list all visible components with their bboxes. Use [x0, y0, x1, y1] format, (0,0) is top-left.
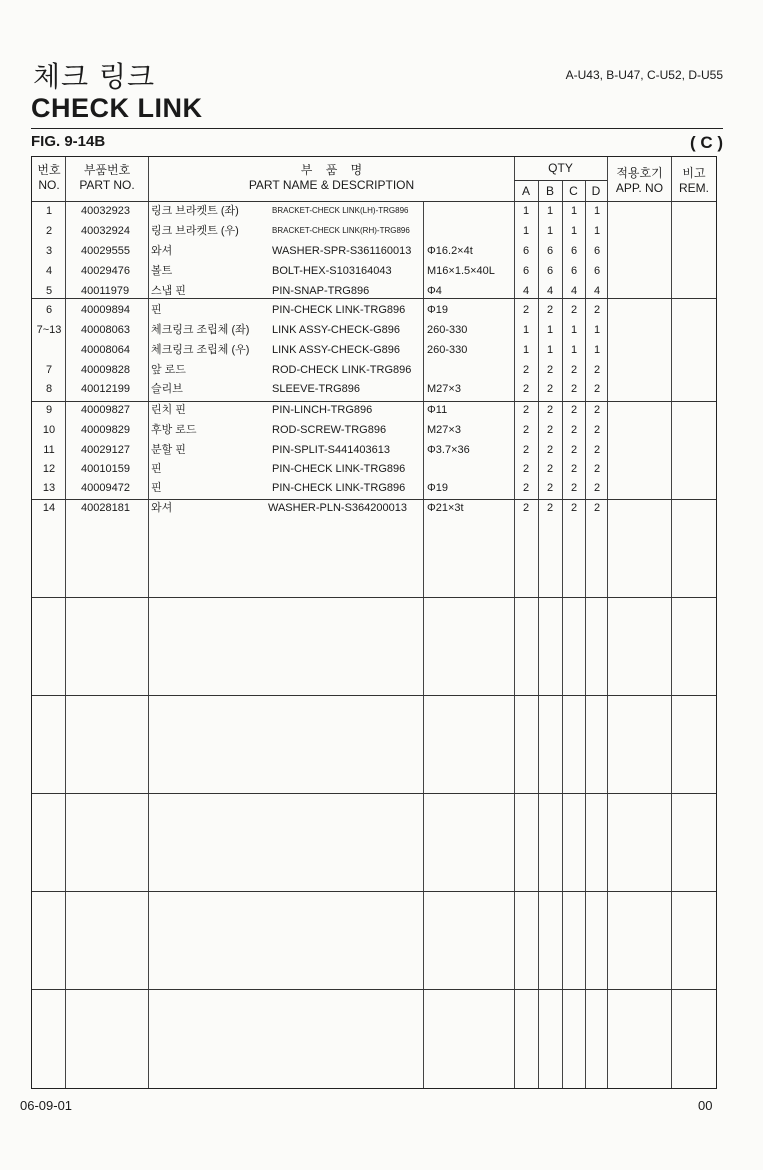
item-number: 14: [42, 502, 56, 514]
qty-b: 2: [546, 383, 554, 395]
part-number: 40008063: [81, 324, 130, 336]
qty-b: 2: [546, 463, 554, 475]
part-number: 40028181: [81, 502, 130, 514]
qty-d: 2: [593, 383, 601, 395]
qty-a: 1: [522, 344, 530, 356]
table-row: [32, 241, 716, 261]
qty-c: 2: [570, 502, 578, 514]
col-header-qty-b: B: [545, 184, 554, 198]
qty-d: 1: [593, 225, 601, 237]
qty-d: 6: [593, 245, 601, 257]
part-description: BRACKET-CHECK LINK(LH)-TRG896: [272, 206, 409, 215]
item-number: 7~13: [36, 324, 62, 336]
figure-number: FIG. 9-14B: [31, 133, 106, 150]
part-spec: Φ19: [427, 304, 449, 316]
part-spec: Φ19: [427, 482, 449, 494]
qty-a: 2: [522, 502, 530, 514]
table-row: [32, 379, 716, 399]
qty-a: 6: [522, 245, 530, 257]
col-header-rem: [672, 166, 716, 196]
part-description: ROD-CHECK LINK-TRG896: [272, 364, 412, 376]
part-name-kr: 린치 핀: [151, 404, 186, 416]
qty-a: 2: [522, 424, 530, 436]
col-header-no-en: NO.: [38, 178, 60, 192]
qty-a: 2: [522, 304, 530, 316]
qty-d: 1: [593, 344, 601, 356]
qty-divider: [514, 180, 607, 181]
qty-b: 2: [546, 404, 554, 416]
part-description: PIN-SNAP-TRG896: [272, 285, 370, 297]
col-header-no: [32, 163, 66, 193]
qty-a: 1: [522, 205, 530, 217]
qty-c: 2: [570, 404, 578, 416]
qty-c: 1: [570, 225, 578, 237]
item-number: 11: [43, 444, 55, 456]
part-number: 40008064: [81, 344, 130, 356]
qty-b: 4: [546, 285, 554, 297]
qty-d: 2: [593, 364, 601, 376]
part-number: 40009472: [81, 482, 130, 494]
qty-b: 2: [546, 482, 554, 494]
qty-b: 1: [546, 225, 554, 237]
item-number: 3: [45, 245, 53, 257]
blank-divider: [32, 597, 716, 598]
table-row: [32, 360, 716, 380]
qty-d: 4: [593, 285, 601, 297]
qty-d: 2: [593, 424, 601, 436]
part-name-kr: 후방 로드: [151, 424, 197, 436]
blank-divider: [32, 891, 716, 892]
qty-c: 6: [570, 265, 578, 277]
part-number: 40029127: [81, 444, 130, 456]
qty-d: 2: [593, 444, 601, 456]
part-name-kr: 와셔: [151, 245, 173, 257]
qty-d: 2: [593, 502, 601, 514]
part-description: PIN-SPLIT-S441403613: [272, 444, 391, 456]
qty-c: 2: [570, 424, 578, 436]
qty-c: 6: [570, 245, 578, 257]
qty-c: 2: [570, 364, 578, 376]
col-header-part-kr: 부품번호: [83, 163, 131, 177]
item-number: 8: [45, 383, 53, 395]
qty-b: 2: [546, 364, 554, 376]
qty-c: 1: [570, 344, 578, 356]
part-number: 40009894: [81, 304, 130, 316]
qty-a: 2: [522, 404, 530, 416]
title-rule: [31, 128, 723, 129]
qty-b: 6: [546, 265, 554, 277]
qty-d: 2: [593, 482, 601, 494]
col-header-name-kr: 부 품 명: [300, 163, 363, 177]
qty-c: 2: [570, 463, 578, 475]
part-spec: M27×3: [427, 383, 461, 395]
page-title-kr: 체크 링크: [33, 60, 156, 93]
part-name-kr: 링크 브라켓트 (우): [151, 225, 239, 237]
part-name-kr: 핀: [151, 463, 162, 475]
part-name-kr: 체크링크 조립체 (우): [151, 344, 250, 356]
part-description: LINK ASSY-CHECK-G896: [272, 324, 400, 336]
qty-a: 1: [522, 324, 530, 336]
part-spec: Φ4: [427, 285, 442, 297]
part-description: ROD-SCREW-TRG896: [272, 424, 387, 436]
qty-d: 6: [593, 265, 601, 277]
part-spec: 260-330: [427, 324, 468, 336]
part-name-kr: 와셔: [151, 502, 173, 514]
table-row: [32, 340, 716, 360]
qty-a: 1: [522, 225, 530, 237]
part-description: BRACKET-CHECK LINK(RH)-TRG896: [272, 226, 410, 235]
model-list: A-U43, B-U47, C-U52, D-U55: [565, 68, 723, 82]
col-header-part: [66, 163, 148, 193]
part-name-kr: 링크 브라켓트 (좌): [151, 205, 239, 217]
part-description: PIN-LINCH-TRG896: [272, 404, 373, 416]
item-number: 1: [45, 205, 53, 217]
part-number: 40009829: [81, 424, 130, 436]
qty-c: 1: [570, 324, 578, 336]
item-number: 5: [45, 285, 53, 297]
qty-b: 1: [546, 205, 554, 217]
part-description: LINK ASSY-CHECK-G896: [272, 344, 400, 356]
part-description: BOLT-HEX-S103164043: [272, 265, 392, 277]
footer-date: 06-09-01: [20, 1098, 73, 1113]
part-name-kr: 슬리브: [151, 383, 183, 395]
table-row: [32, 498, 716, 518]
item-number: 9: [45, 404, 53, 416]
item-number: 10: [42, 424, 56, 436]
qty-d: 2: [593, 304, 601, 316]
part-number: 40009828: [81, 364, 130, 376]
col-header-app: [608, 166, 671, 196]
part-name-kr: 볼트: [151, 265, 173, 277]
part-spec: 260-330: [427, 344, 468, 356]
part-spec: Φ3.7×36: [427, 444, 470, 456]
table-row: [32, 478, 716, 498]
part-description: PIN-CHECK LINK-TRG896: [272, 463, 406, 475]
qty-b: 1: [546, 324, 554, 336]
col-header-rem-en: REM.: [679, 181, 709, 195]
table-row: [32, 261, 716, 281]
part-spec: Φ11: [427, 404, 448, 416]
part-number: 40010159: [81, 463, 130, 475]
table-row: [32, 281, 716, 301]
qty-a: 2: [522, 463, 530, 475]
item-number: 2: [45, 225, 53, 237]
part-number: 40029476: [81, 265, 130, 277]
qty-c: 2: [570, 304, 578, 316]
table-row: [32, 300, 716, 320]
col-header-rem-kr: 비고: [682, 166, 706, 180]
qty-a: 2: [522, 444, 530, 456]
qty-d: 1: [593, 324, 601, 336]
part-number: 40009827: [81, 404, 130, 416]
col-header-qty-a: A: [521, 184, 530, 198]
table-row: [32, 320, 716, 340]
item-number: 12: [42, 463, 56, 475]
col-header-app-kr: 적용호기: [616, 166, 663, 180]
qty-a: 6: [522, 265, 530, 277]
table-row: [32, 400, 716, 420]
item-number: 13: [42, 482, 56, 494]
part-number: 40032923: [81, 205, 130, 217]
part-name-kr: 핀: [151, 482, 162, 494]
section-label: ( C ): [689, 133, 723, 152]
table-row: [32, 440, 716, 460]
part-number: 40011979: [81, 285, 130, 297]
page-number: 00: [698, 1098, 713, 1113]
qty-b: 2: [546, 502, 554, 514]
part-description: WASHER-PLN-S364200013: [268, 502, 407, 514]
qty-b: 2: [546, 444, 554, 456]
item-number: 7: [45, 364, 53, 376]
table-row: [32, 459, 716, 479]
qty-b: 1: [546, 344, 554, 356]
qty-c: 4: [570, 285, 578, 297]
part-description: WASHER-SPR-S361160013: [272, 245, 412, 257]
qty-b: 6: [546, 245, 554, 257]
item-number: 4: [45, 265, 53, 277]
part-spec: M27×3: [427, 424, 461, 436]
qty-c: 1: [570, 205, 578, 217]
part-number: 40032924: [81, 225, 130, 237]
item-number: 6: [45, 304, 53, 316]
col-header-qty-d: D: [591, 184, 601, 198]
qty-c: 2: [570, 383, 578, 395]
blank-divider: [32, 793, 716, 794]
qty-c: 2: [570, 444, 578, 456]
col-header-name: [149, 163, 514, 193]
table-row: [32, 420, 716, 440]
part-number: 40029555: [81, 245, 130, 257]
part-spec: Φ16.2×4t: [427, 245, 473, 257]
table-row: [32, 221, 716, 241]
part-description: PIN-CHECK LINK-TRG896: [272, 304, 406, 316]
col-header-no-kr: 번호: [37, 163, 61, 177]
qty-a: 4: [522, 285, 530, 297]
blank-divider: [32, 989, 716, 990]
part-name-kr: 분할 핀: [151, 444, 186, 456]
part-spec: M16×1.5×40L: [427, 265, 495, 277]
part-number: 40012199: [81, 383, 130, 395]
part-name-kr: 스냅 핀: [151, 285, 186, 297]
blank-divider: [32, 695, 716, 696]
part-name-kr: 핀: [151, 304, 162, 316]
part-description: SLEEVE-TRG896: [272, 383, 361, 395]
qty-d: 2: [593, 404, 601, 416]
qty-a: 2: [522, 383, 530, 395]
col-header-app-en: APP. NO: [615, 181, 664, 195]
part-spec: Φ21×3t: [427, 502, 464, 514]
part-description: PIN-CHECK LINK-TRG896: [272, 482, 406, 494]
qty-a: 2: [522, 482, 530, 494]
page-title: CHECK LINK: [31, 93, 203, 123]
qty-d: 1: [593, 205, 601, 217]
qty-d: 2: [593, 463, 601, 475]
parts-table: [31, 156, 717, 1089]
qty-c: 2: [570, 482, 578, 494]
part-name-kr: 체크링크 조립체 (좌): [151, 324, 250, 336]
table-row: [32, 201, 716, 221]
qty-b: 2: [546, 424, 554, 436]
part-name-kr: 앞 로드: [151, 364, 186, 376]
qty-a: 2: [522, 364, 530, 376]
col-header-name-en: PART NAME & DESCRIPTION: [248, 178, 415, 192]
col-header-qty-c: C: [569, 184, 578, 198]
col-header-part-en: PART NO.: [79, 178, 135, 192]
qty-b: 2: [546, 304, 554, 316]
col-header-qty: QTY: [548, 161, 573, 175]
